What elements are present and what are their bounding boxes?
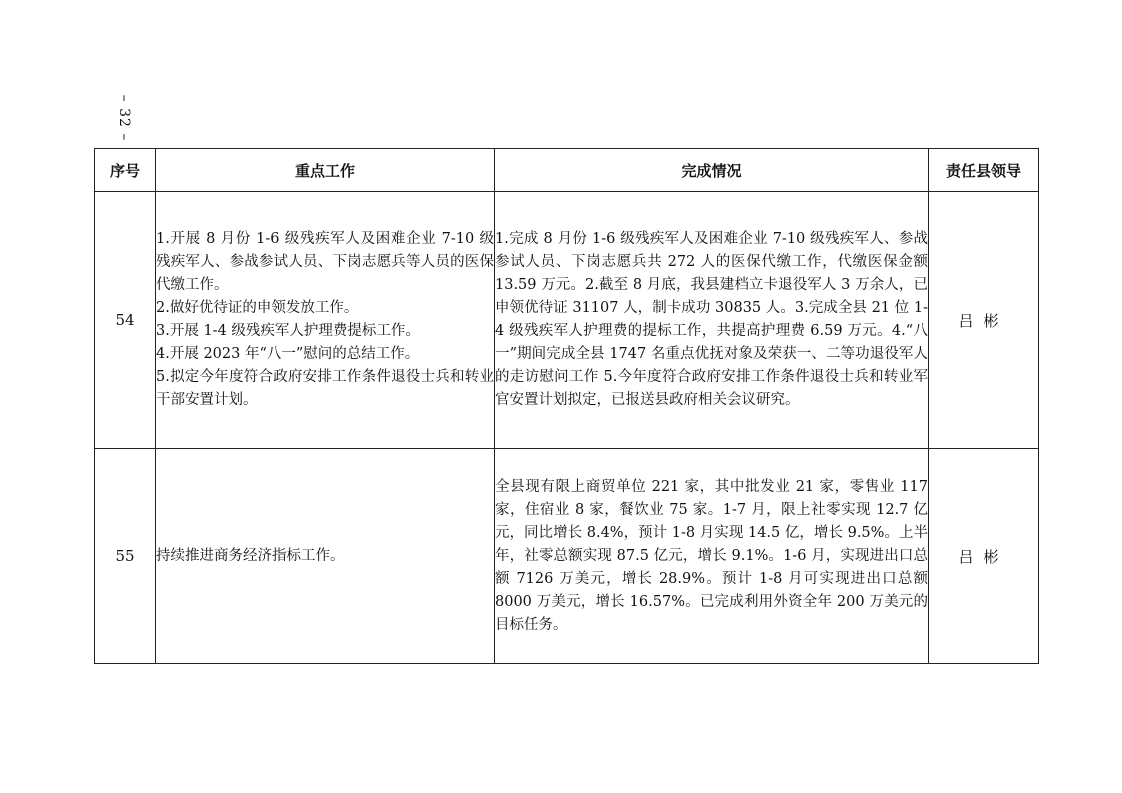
responsible-leader-name: 吕彬 — [958, 547, 1009, 566]
completion-status-cell: 全县现有限上商贸单位 221 家，其中批发业 21 家，零售业 117 家，住宿业 8 家，餐饮业 75 家。1-7 月，限上社零实现 12.7 亿元，同比增长 8.4%，预计 1-8 月实现 14.5 亿，增长 9.5%。上半年，社零总额实现 87.5 亿元，增长 9.1%。1-6 月，实现进出口总额 7126 万美元，增长 28.9%。预计 1-8 月可实现进出口总额 8000 万美元，增长 16.57%。已完成利用外资全年 200 万美元的目标任务。 — [495, 449, 929, 664]
work-progress-table — [94, 148, 1039, 664]
responsible-leader-cell — [929, 449, 1039, 664]
table-row — [95, 192, 1039, 449]
key-work-item: 3.开展 1-4 级残疾军人护理费提标工作。 — [156, 323, 420, 339]
key-work-cell — [156, 192, 495, 449]
key-work-item: 1.开展 8 月份 1-6 级残疾军人及困难企业 7-10 级残疾军人、参战参试人员、下岗志愿兵等人员的医保代缴工作。 — [156, 231, 494, 293]
key-work-item: 4.开展 2023 年“八一”慰问的总结工作。 — [156, 346, 420, 362]
key-work-cell: 持续推进商务经济指标工作。 — [156, 449, 495, 664]
header-status: 完成情况 — [495, 149, 929, 192]
page-number: – 32 – — [116, 94, 132, 142]
table-row — [95, 449, 1039, 664]
row-number: 55 — [95, 449, 156, 664]
header-work: 重点工作 — [156, 149, 495, 192]
key-work-item: 2.做好优待证的申领发放工作。 — [156, 300, 359, 316]
responsible-leader-cell — [929, 192, 1039, 449]
header-num: 序号 — [95, 149, 156, 192]
row-number: 54 — [95, 192, 156, 449]
responsible-leader-name: 吕彬 — [958, 311, 1009, 330]
table-header-row — [95, 149, 1039, 192]
header-leader: 责任县领导 — [929, 149, 1039, 192]
completion-status-cell: 1.完成 8 月份 1-6 级残疾军人及困难企业 7-10 级残疾军人、参战参试人员、下岗志愿兵共 272 人的医保代缴工作，代缴医保金额 13.59 万元。2.截至 8 月底，我县建档立卡退役军人 3 万余人，已申领优待证 31107 人，制卡成功 30835 人。3.完成全县 21 位 1-4 级残疾军人护理费的提标工作，共提高护理费 6.59 万元。4.“八一”期间完成全县 1747 名重点优抚对象及荣获一、二等功退役军人的走访慰问工作 5.今年度符合政府安排工作条件退役士兵和转业军官安置计划拟定，已报送县政府相关会议研究。 — [495, 192, 929, 449]
key-work-item: 5.拟定今年度符合政府安排工作条件退役士兵和转业干部安置计划。 — [156, 369, 494, 408]
